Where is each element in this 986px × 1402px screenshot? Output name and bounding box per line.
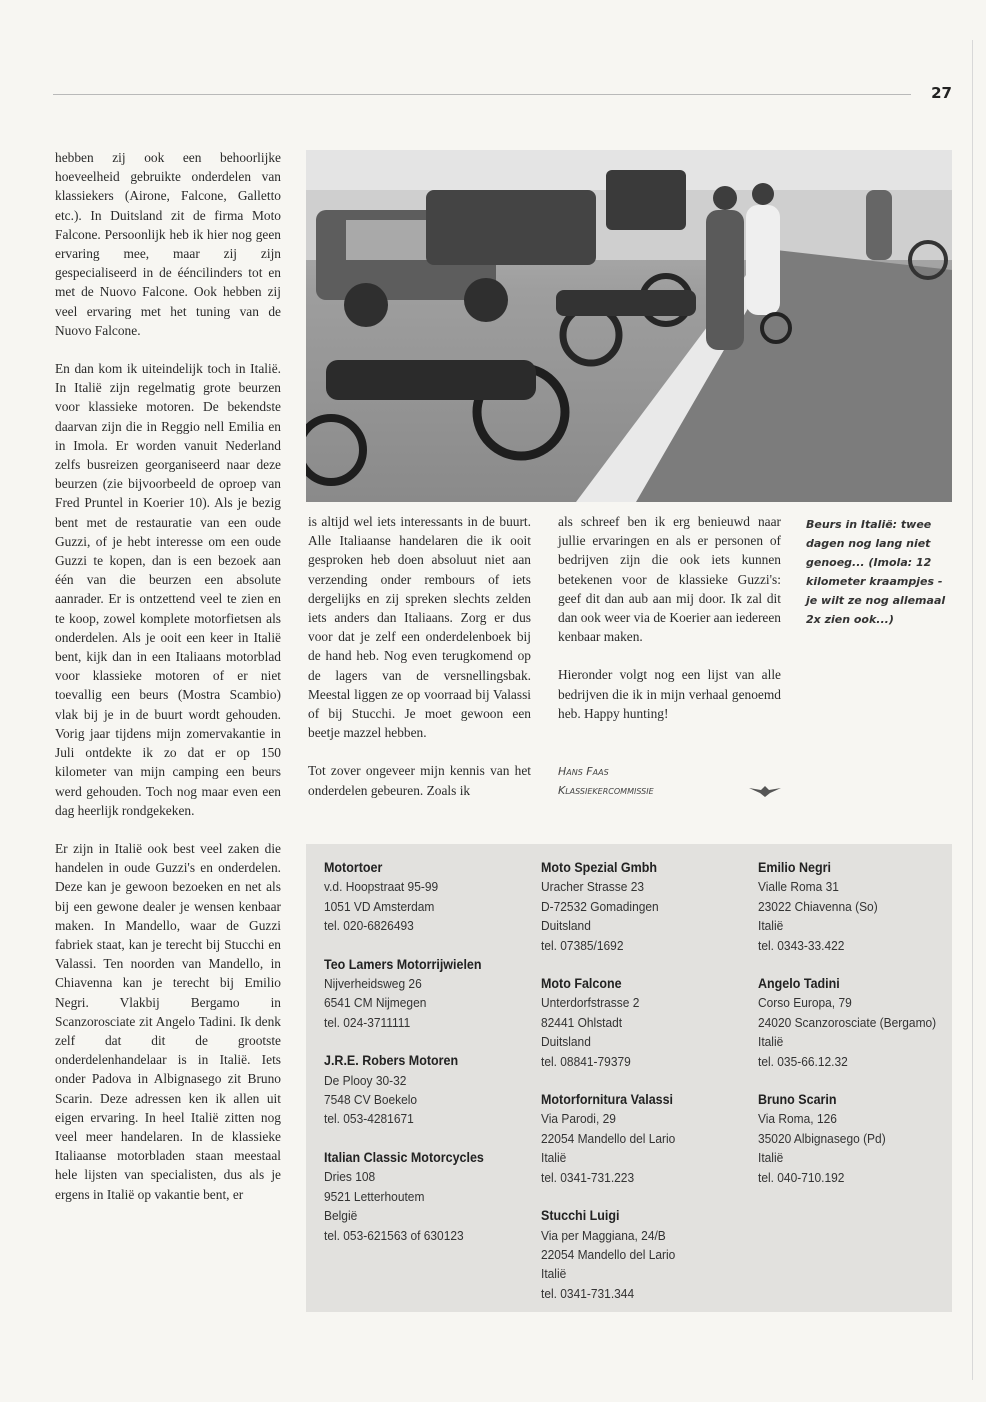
address-line: 1051 VD Amsterdam (324, 898, 435, 914)
company-name: Stucchi Luigi (541, 1208, 620, 1224)
company-name: Teo Lamers Motorrijwielen (324, 956, 482, 972)
header-rule (53, 94, 911, 95)
address-line: tel. 053-4281671 (324, 1111, 414, 1127)
company-name: Italian Classic Motorcycles (324, 1149, 484, 1165)
address-line: tel. 0341-731.223 (541, 1169, 635, 1185)
address-line: Duitsland (541, 1034, 591, 1050)
address-line: tel. 053-621563 of 630123 (324, 1227, 464, 1243)
address-line: De Plooy 30-32 (324, 1072, 407, 1088)
address-line: Via per Maggiana, 24/B (541, 1227, 666, 1243)
paragraph: is altijd wel iets interessants in de buurt. Alle Italiaanse handelaren die ik ooit gesproken heb doen absoluut niet aan verzending onder rembours of iets dergelijks en zij spreken slechts zelden iets anders dan Italiaans. Zorg er dus voor dat je zelf een onderdelenboek bij de hand heb. Nog even terugkomend op de lagers van de versnellingsbak. Meestal liggen ze op voorraad bij Valassi of bij Stucchi. Je moet gewoon een beetje mazzel hebben. (308, 514, 531, 741)
author-role: Klassiekercommissie (558, 784, 654, 797)
address-entry (758, 974, 952, 1071)
address-line: Italië (758, 918, 784, 934)
address-line: 7548 CV Boekelo (324, 1092, 418, 1108)
company-name: J.R.E. Robers Motoren (324, 1053, 459, 1069)
address-line: v.d. Hoopstraat 95-99 (324, 879, 439, 895)
address-entry (324, 955, 498, 1033)
company-name: Moto Falcone (541, 976, 622, 992)
paragraph: als schreef ben ik erg benieuwd naar jullie ervaringen en als er personen of bedrijven zijn die ook iets kunnen betekenen voor de klassieke Guzzi's: geef dit dan aub aan mij door. Ik zal dit dan ook weer via de Koerier aan iedereen kenbaar maken. (558, 514, 781, 645)
address-entry (324, 858, 498, 936)
address-line: tel. 07385/1692 (541, 937, 624, 953)
address-entry (758, 858, 952, 955)
company-name: Angelo Tadini (758, 976, 840, 992)
address-line: België (324, 1208, 358, 1224)
address-entry (324, 1148, 498, 1245)
guzzi-eagle-icon (748, 784, 782, 798)
address-line: 24020 Scanzorosciate (Bergamo) (758, 1014, 937, 1030)
address-line: Duitsland (541, 918, 591, 934)
company-name: Motorfornitura Valassi (541, 1092, 674, 1108)
address-entry (541, 1206, 687, 1303)
address-line: tel. 08841-79379 (541, 1053, 631, 1069)
address-line: Via Roma, 126 (758, 1111, 837, 1127)
company-name: Motortoer (324, 860, 383, 875)
article-column-3 (558, 512, 781, 742)
address-line: tel. 020-6826493 (324, 918, 414, 934)
company-name: Emilio Negri (758, 860, 831, 875)
article-column-1 (55, 148, 281, 1223)
address-line: Italië (541, 1266, 567, 1282)
address-entry (324, 1051, 498, 1129)
company-name: Moto Spezial Gmbh (541, 860, 658, 875)
page-number: 27 (931, 84, 952, 102)
motorcycle-fair-image (306, 150, 952, 502)
address-line: 22054 Mandello del Lario (541, 1246, 676, 1262)
address-column-1 (324, 858, 498, 1264)
paragraph: En dan kom ik uiteindelijk toch in Italië. In Italië zijn regelmatig grote beurzen voor klassieke motoren. De bekendste daarvan zijn die in Reggio nell Emilia en in Imola. Er worden vanuit Nederland zelfs busreizen georganiseerd naar deze beurzen (zie bijvoorbeeld de oproep van Fred Pruntel in Koerier 10). Als je bezig bent met de restauratie van een oude Guzzi, of je hebt interesse om een oude Guzzi te kopen, dan is een bezoek aan één van die beurzen een absolute aanrader. Er is ontzettend veel te zien en te koop, zowel komplete motorfietsen als onderdelen. Als je ooit een keer in Italië bent, kijk dan in een Italiaans motorblad voor klassieke motoren of er niet toevallig een beurs (Mostra Scambio) vlak bij je in de buurt wordt gehouden. Vorig jaar tijdens mijn zomervakantie in Juli ontdekte ik zo dat er op 150 kilometer van mijn camping een beurs werd gehouden. Toch nog maar even een dag heerlijk rondgekeken. (55, 361, 281, 818)
fair-photo (306, 150, 952, 502)
address-entry (541, 1090, 687, 1187)
address-line: 22054 Mandello del Lario (541, 1130, 676, 1146)
address-line: tel. 0341-731.344 (541, 1285, 635, 1301)
address-line: tel. 0343-33.422 (758, 937, 845, 953)
address-entry (758, 1090, 952, 1187)
address-entry (541, 858, 687, 955)
address-column-3 (758, 858, 952, 1206)
paragraph: Hieronder volgt nog een lijst van alle bedrijven die ik in mijn verhaal genoemd heb. Happy hunting! (558, 667, 781, 721)
address-line: tel. 040-710.192 (758, 1169, 845, 1185)
company-name: Bruno Scarin (758, 1092, 837, 1108)
paragraph: hebben zij ook een behoorlijke hoeveelheid gebruikte onderdelen van klassiekers (Airone, Falcone, Galletto etc.). In Duitsland zit de firma Moto Falcone. Persoonlijk heb ik hier nog geen ervaring mee, maar zij zijn gespecialiseerd in de ééncilinders tot en met de Nuovo Falcone. Ook hebben zij veel ervaring met het tuning van de Nuovo Falcone. (55, 150, 281, 338)
paragraph: Er zijn in Italië ook best veel zaken die handelen in oude Guzzi's en onderdelen. Deze kan je gewoon bezoeken en net als bij een gewone dealer je wensen kenbaar maken. In Mandello, waar de Guzzi fabriek staat, kan je terecht bij Stucchi en Valassi. Ten noorden van Mandello, in Chiavenna kan je terecht bij Emilio Negri. Vlakbij Bergamo in Scanzorosciate zit Angelo Tadini. Ik denk zelf dat dit de grootste onderdelenhandelaar is in Italië. Iets onder Padova in Albignasego zit Bruno Scarin. Deze adressen ken ik allen uit eigen ervaring. In heel Italië zitten nog veel meer handelaren. In de klassieke Italiaanse motorbladen staan meestaal hele lijsten van specialisten, dus als je ergens in Italië op vakantie bent, er (55, 840, 281, 1202)
address-line: Unterdorfstrasse 2 (541, 995, 640, 1011)
address-column-2 (541, 858, 687, 1322)
address-line: tel. 024-3711111 (324, 1014, 411, 1030)
paragraph: Tot zover ongeveer mijn kennis van het onderdelen gebeuren. Zoals ik (308, 763, 531, 798)
address-line: Uracher Strasse 23 (541, 879, 645, 895)
page-edge-line (972, 40, 973, 1380)
article-column-2 (308, 512, 531, 819)
address-line: 82441 Ohlstadt (541, 1014, 623, 1030)
address-line: 9521 Letterhoutem (324, 1188, 425, 1204)
address-line: 6541 CM Nijmegen (324, 995, 427, 1011)
address-line: 23022 Chiavenna (So) (758, 898, 878, 914)
photo-caption: Beurs in Italië: twee dagen nog lang niet genoeg... (Imola: 12 kilometer kraampjes - je wilt ze nog allemaal 2x zien ook...) (806, 518, 946, 626)
address-line: Dries 108 (324, 1169, 376, 1185)
address-line: D-72532 Gomadingen (541, 898, 659, 914)
address-line: Corso Europa, 79 (758, 995, 852, 1011)
address-line: tel. 035-66.12.32 (758, 1053, 848, 1069)
address-line: Italië (758, 1034, 784, 1050)
address-entry (541, 974, 687, 1071)
author-name: Hans Faas (558, 765, 609, 778)
address-line: 35020 Albignasego (Pd) (758, 1130, 886, 1146)
address-line: Italië (758, 1150, 784, 1166)
address-line: Via Parodi, 29 (541, 1111, 616, 1127)
address-line: Vialle Roma 31 (758, 879, 839, 895)
author-signature (558, 762, 654, 800)
address-line: Italië (541, 1150, 567, 1166)
address-line: Nijverheidsweg 26 (324, 976, 422, 992)
